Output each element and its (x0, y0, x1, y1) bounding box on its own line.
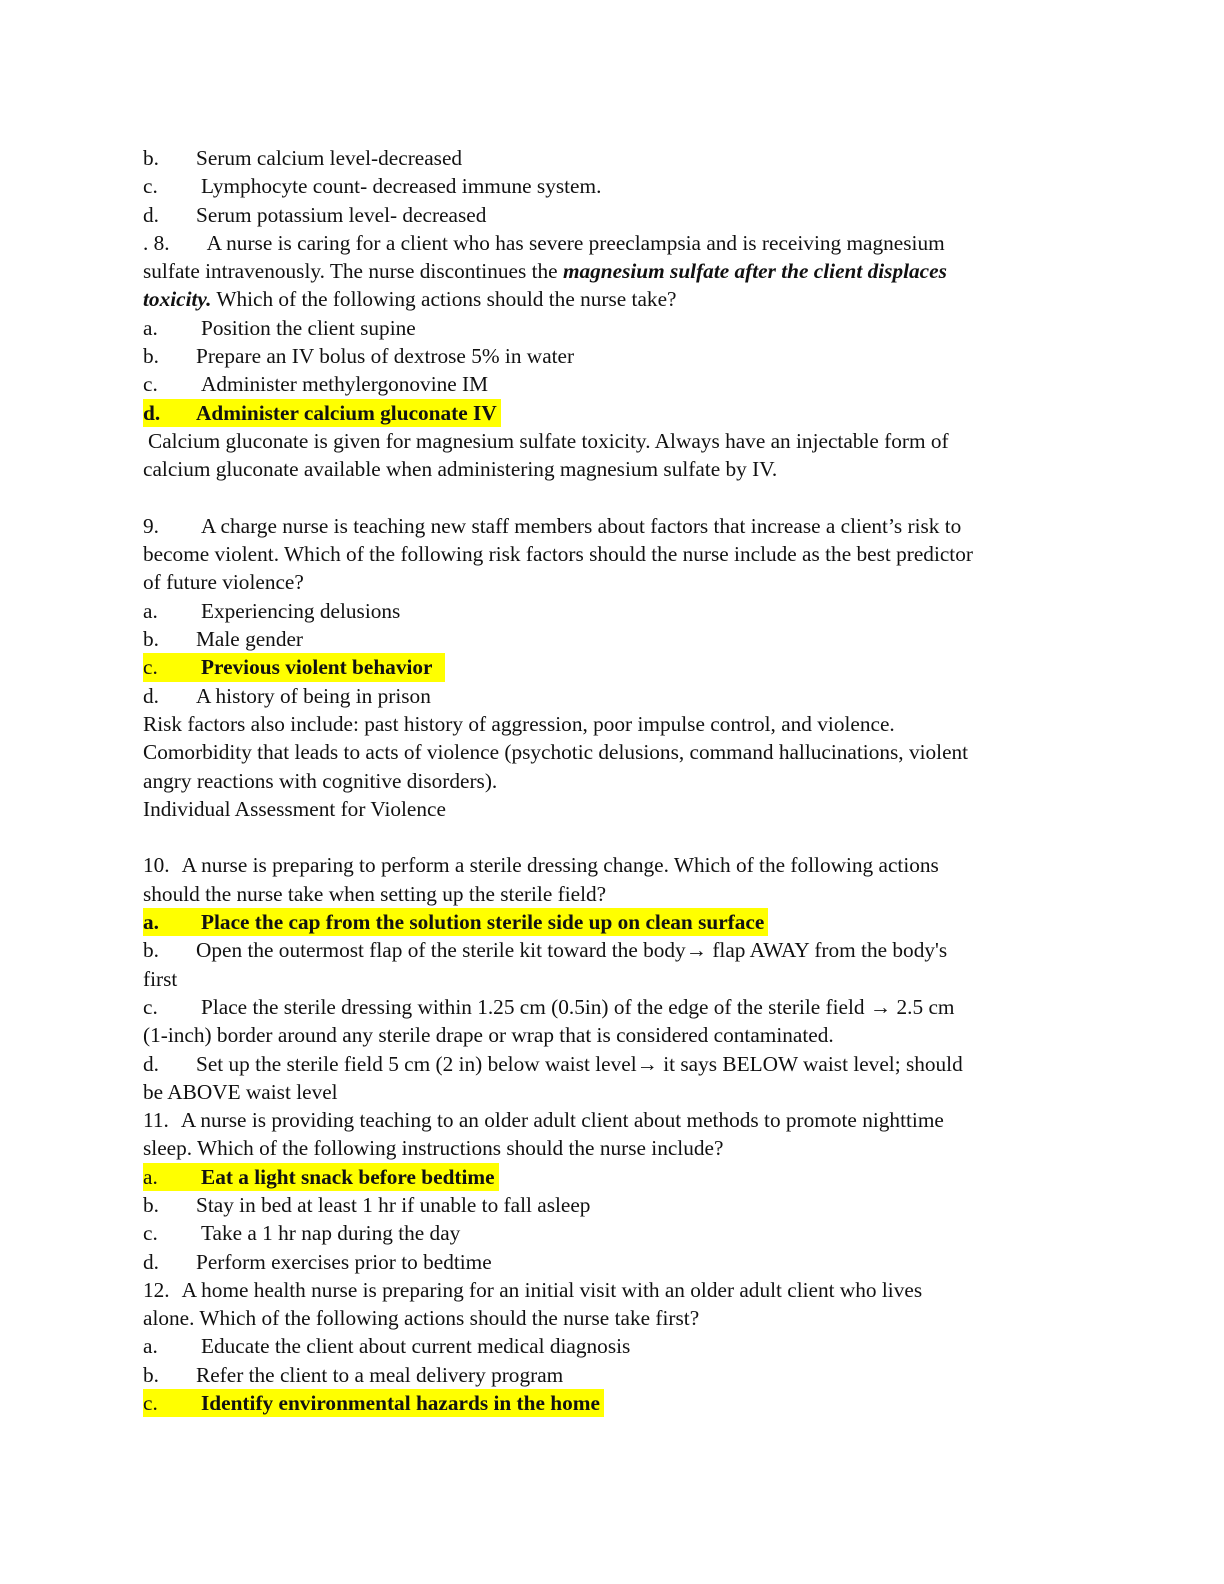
question-stem: A nurse is providing teaching to an older adult client about methods to promote nighttime (180, 1108, 944, 1133)
option-text: Eat a light snack before bedtime (201, 1164, 495, 1189)
answer-highlight (143, 908, 768, 936)
option-d (143, 201, 1083, 229)
question-8-stem-line-1 (143, 229, 1083, 257)
option-letter: a. (143, 1334, 158, 1359)
option-b (143, 1191, 1083, 1219)
question-stem: A charge nurse is teaching new staff members about factors that increase a client’s risk to (201, 513, 962, 538)
option-text: Refer the client to a meal delivery program (196, 1362, 564, 1387)
correct-answer-option-c (143, 653, 1083, 681)
answer-highlight (143, 1389, 604, 1417)
option-b (143, 1361, 1083, 1389)
spacer (143, 484, 1083, 512)
option-text: Serum potassium level- decreased (196, 202, 487, 227)
option-text: Male gender (196, 627, 304, 652)
option-c (143, 172, 1083, 200)
option-text: Experiencing delusions (201, 598, 401, 623)
option-b (143, 936, 1083, 964)
rationale-line: Risk factors also include: past history of aggression, poor impulse control, and violence. (143, 711, 895, 736)
option-letter: d. (143, 400, 161, 425)
correct-answer-option-a (143, 1163, 1083, 1191)
question-number: 10. (143, 853, 170, 878)
option-letter: d. (143, 683, 159, 708)
question-12-stem-line-2: alone. Which of the following actions should the nurse take first? (143, 1306, 700, 1331)
option-text: Place the cap from the solution sterile side up on clean surface (201, 910, 765, 935)
question-number: 11. (143, 1108, 169, 1133)
question-stem: A nurse is caring for a client who has severe preeclampsia and is receiving magnesium (206, 230, 945, 255)
option-text: Set up the sterile field 5 cm (2 in) below waist level→ it says BELOW waist level; should (196, 1051, 963, 1076)
option-letter: a. (143, 910, 159, 935)
document-page (143, 144, 1083, 1417)
question-9-stem-line-2: become violent. Which of the following risk factors should the nurse include as the best predictor (143, 542, 973, 567)
option-text: Administer calcium gluconate IV (196, 400, 497, 425)
question-10-stem-line-2: should the nurse take when setting up the sterile field? (143, 881, 607, 906)
spacer (143, 823, 1083, 851)
question-stem: A home health nurse is preparing for an initial visit with an older adult client who lives (181, 1277, 923, 1302)
option-text: Identify environmental hazards in the home (201, 1391, 600, 1416)
correct-answer-option-d (143, 399, 1083, 427)
answer-highlight (143, 399, 501, 427)
option-text: Serum calcium level-decreased (196, 146, 463, 170)
option-letter: a. (143, 598, 158, 623)
option-d (143, 1050, 1083, 1078)
option-letter: b. (143, 146, 159, 170)
option-text-continued: be ABOVE waist level (143, 1079, 338, 1104)
question-9-stem-line-3: of future violence? (143, 570, 304, 595)
option-b (143, 625, 1083, 653)
answer-highlight (143, 1163, 499, 1191)
question-9-stem-line-1 (143, 512, 1083, 540)
option-letter: c. (143, 174, 158, 199)
option-d (143, 1248, 1083, 1276)
option-text-continued: (1-inch) border around any sterile drape or wrap that is considered contaminated. (143, 1023, 834, 1048)
correct-answer-option-a (143, 908, 1083, 936)
option-text: Place the sterile dressing within 1.25 cm (0.5in) of the edge of the sterile field → 2.5 cm (201, 994, 955, 1019)
option-b (143, 144, 1083, 172)
question-stem: Which of the following actions should the nurse take? (211, 287, 677, 312)
option-letter: b. (143, 938, 159, 963)
option-text: Perform exercises prior to bedtime (196, 1249, 492, 1274)
option-text: A history of being in prison (196, 683, 431, 708)
option-letter: c. (143, 372, 158, 397)
option-letter: b. (143, 627, 159, 652)
option-letter: d. (143, 202, 159, 227)
question-10-stem-line-1 (143, 851, 1083, 879)
option-text: Prepare an IV bolus of dextrose 5% in water (196, 344, 575, 369)
question-stem: A nurse is preparing to perform a sterile dressing change. Which of the following actions (181, 853, 939, 878)
option-letter: a. (143, 1164, 158, 1189)
question-number: 12. (143, 1277, 170, 1302)
question-11-stem-line-1 (143, 1106, 1083, 1134)
option-c (143, 370, 1083, 398)
question-11-stem-line-2: sleep. Which of the following instructions should the nurse include? (143, 1136, 724, 1161)
option-text: Take a 1 hr nap during the day (201, 1221, 461, 1246)
question-number: . 8. (143, 230, 170, 255)
option-letter: b. (143, 344, 159, 369)
question-stem-emphasis: toxicity. (143, 287, 212, 312)
option-c (143, 993, 1083, 1021)
option-letter: c. (143, 655, 158, 680)
option-a (143, 597, 1083, 625)
option-text: Administer methylergonovine IM (201, 372, 489, 397)
option-c (143, 1219, 1083, 1247)
question-stem: sulfate intravenously. The nurse discontinues the (143, 259, 563, 284)
question-8-stem-line-3 (143, 285, 1083, 313)
question-8-stem-line-2 (143, 257, 1083, 285)
option-letter: d. (143, 1249, 159, 1274)
option-letter: c. (143, 1221, 158, 1246)
option-text: Lymphocyte count- decreased immune system. (201, 174, 602, 199)
option-letter: a. (143, 315, 158, 340)
option-text: Educate the client about current medical diagnosis (201, 1334, 631, 1359)
question-stem-emphasis: magnesium sulfate after the client displaces (562, 259, 947, 284)
option-d (143, 682, 1083, 710)
option-a (143, 314, 1083, 342)
rationale-line: Calcium gluconate is given for magnesium sulfate toxicity. Always have an injectable form of (148, 428, 949, 453)
option-a (143, 1332, 1083, 1360)
option-b (143, 342, 1083, 370)
rationale-line: angry reactions with cognitive disorders). (143, 768, 498, 793)
question-number: 9. (143, 513, 159, 538)
option-letter: c. (143, 994, 158, 1019)
correct-answer-option-c (143, 1389, 1083, 1417)
question-12-stem-line-1 (143, 1276, 1083, 1304)
option-letter: c. (143, 1391, 158, 1416)
option-text: Stay in bed at least 1 hr if unable to fall asleep (196, 1192, 591, 1217)
option-letter: b. (143, 1192, 159, 1217)
rationale-line: calcium gluconate available when administering magnesium sulfate by IV. (143, 457, 778, 482)
option-text: Previous violent behavior (201, 655, 433, 680)
option-text: Position the client supine (201, 315, 416, 340)
option-letter: d. (143, 1051, 159, 1076)
option-letter: b. (143, 1362, 159, 1387)
option-text: Open the outermost flap of the sterile kit toward the body→ flap AWAY from the body's (196, 938, 948, 963)
option-text-continued: first (143, 966, 178, 991)
answer-highlight (143, 653, 445, 681)
rationale-line: Comorbidity that leads to acts of violence (psychotic delusions, command hallucinations, violent (143, 740, 969, 765)
rationale-line: Individual Assessment for Violence (143, 796, 446, 821)
